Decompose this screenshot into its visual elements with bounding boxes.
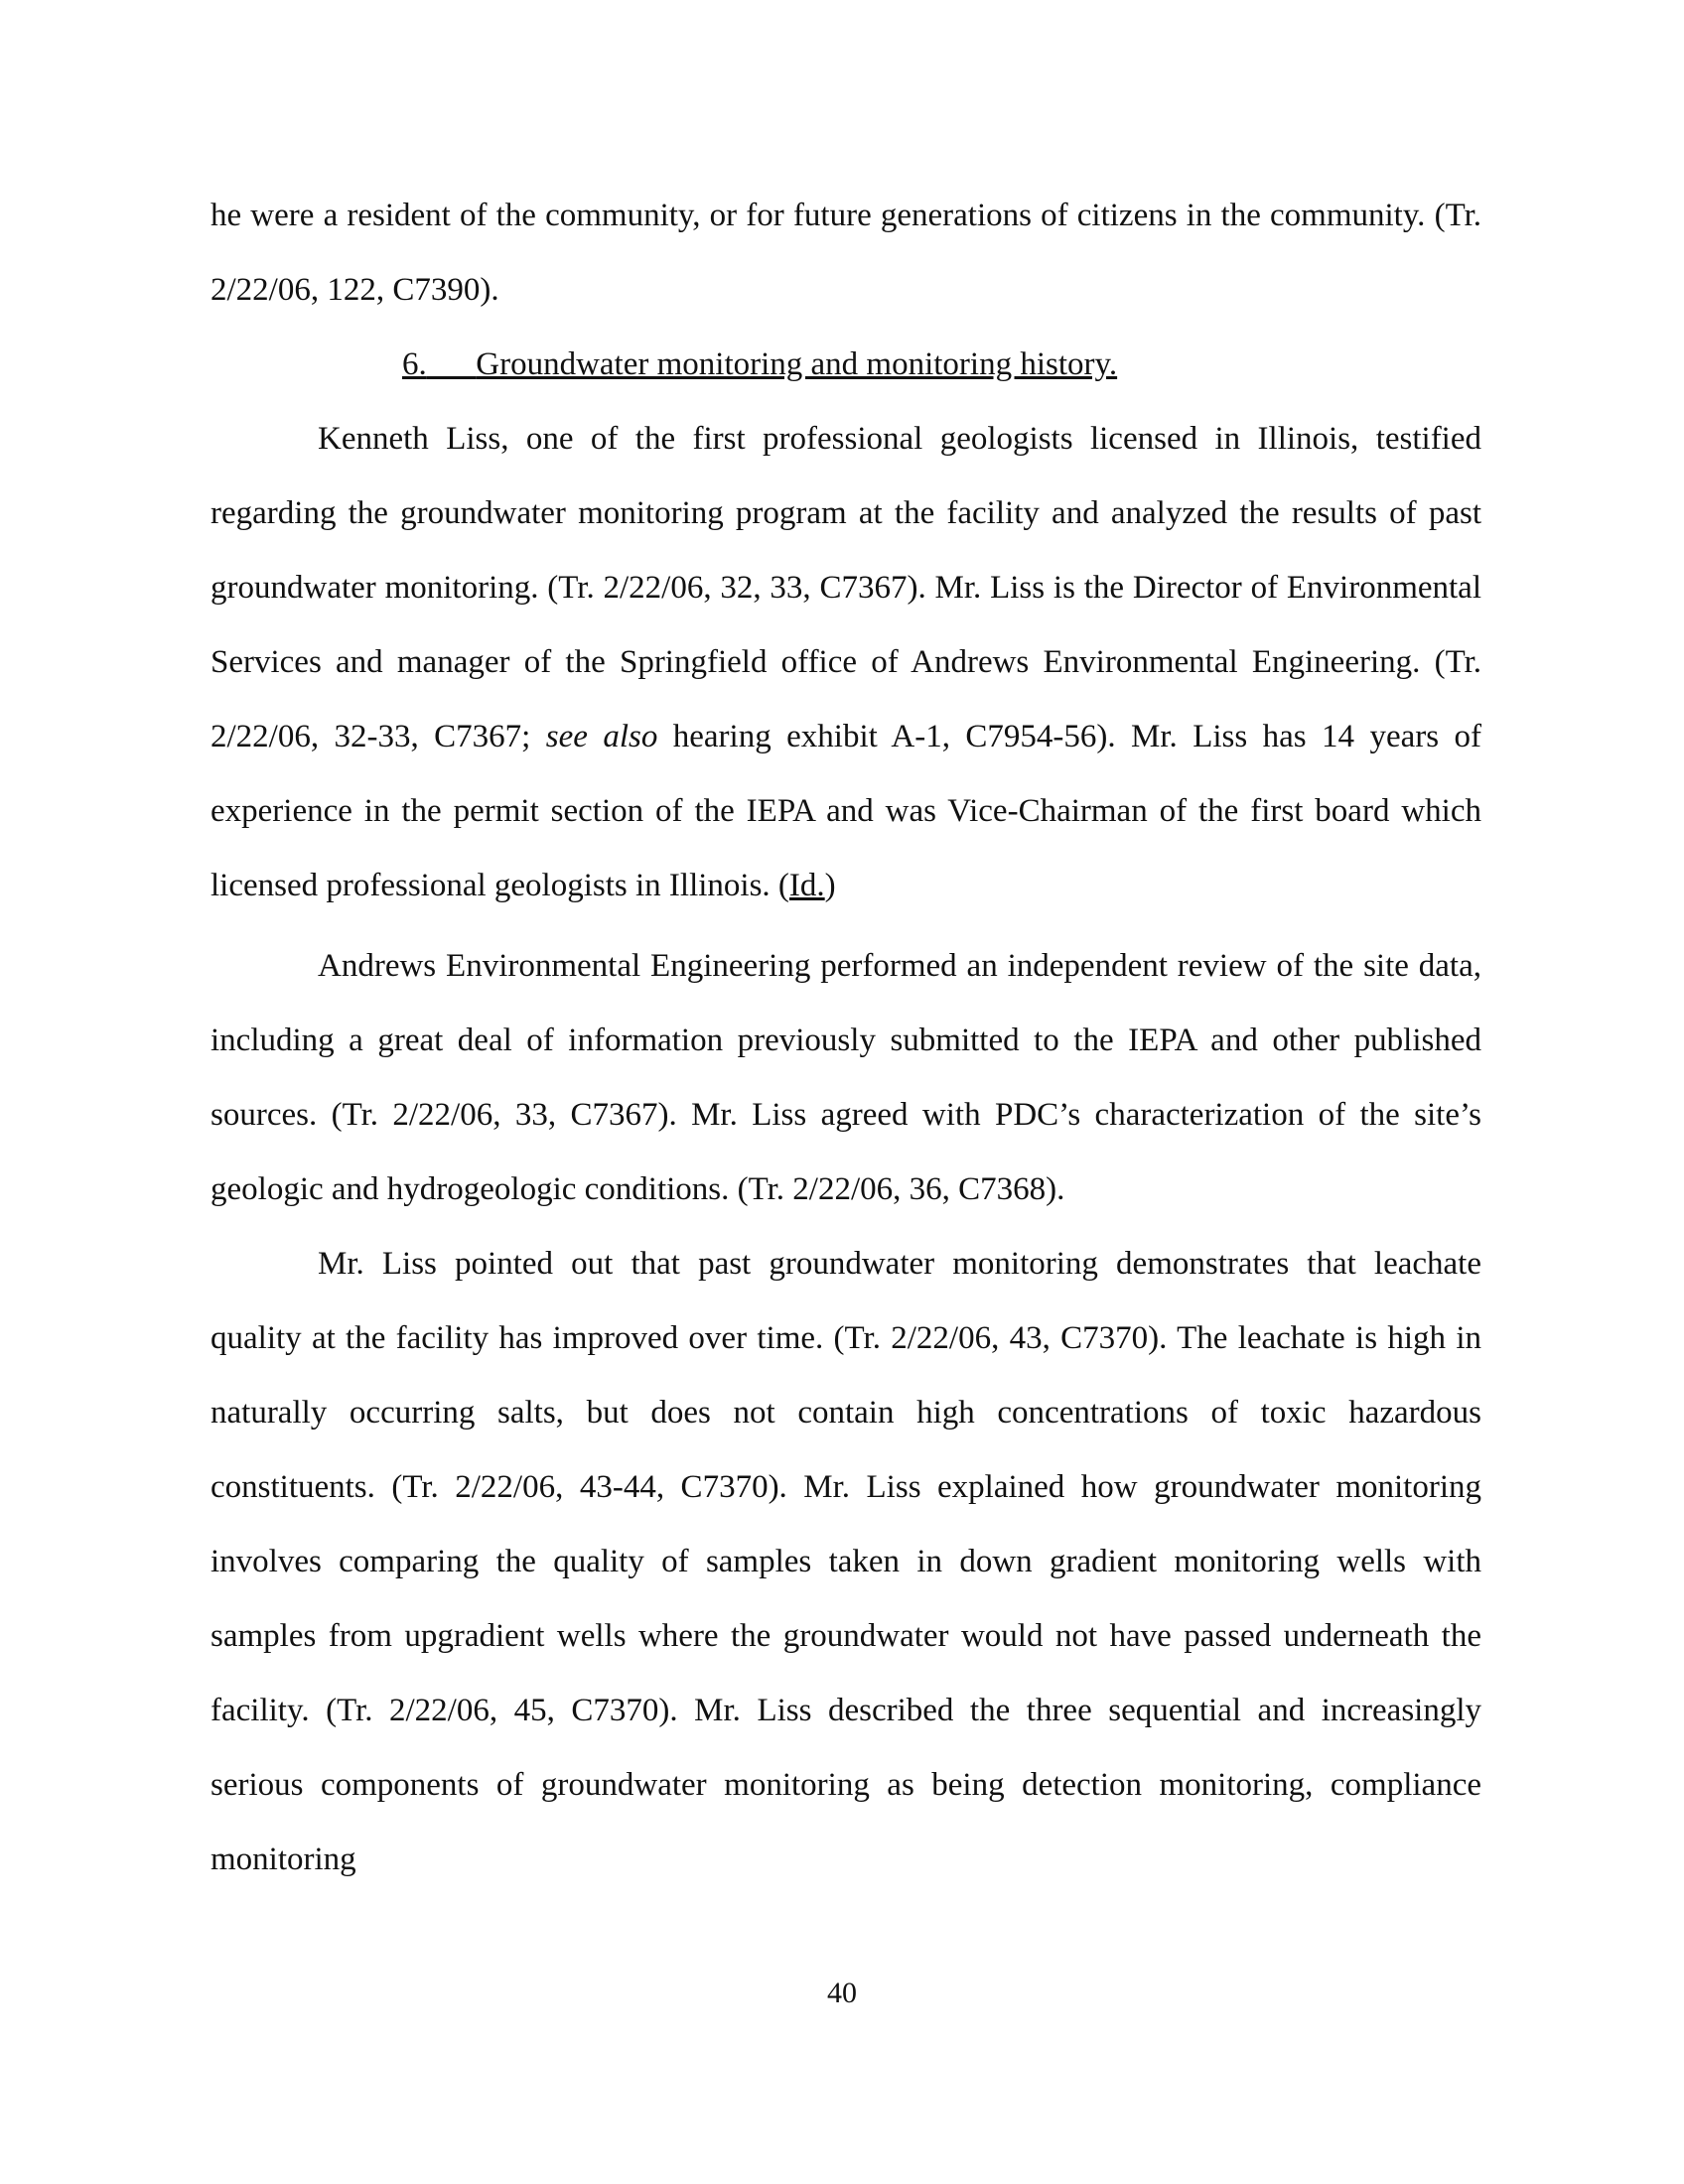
id-citation: Id. — [788, 868, 825, 903]
paragraph-text: ) — [824, 868, 836, 903]
section-heading — [402, 328, 1117, 402]
section-number: 6. — [402, 346, 427, 382]
see-also-signal: see also — [545, 719, 658, 754]
paragraph-andrews-review: Andrews Environmental Engineering performed an independent review of the site data, including a great deal of information previously submitted to the IEPA and other published sources. (Tr. 2/22/06, 33, C7367). Mr. Liss agreed with PDC’s characterization of the site’s geologic and hydrogeologic conditions. (Tr. 2/22/06, 36, C7368). — [210, 948, 1481, 1207]
paragraph-leachate-quality: Mr. Liss pointed out that past groundwater monitoring demonstrates that leachate quality at the facility has improved over time. (Tr. 2/22/06, 43, C7370). The leachate is high in naturally occurring salts, but does not contain high concentrations of toxic hazardous constituents. (Tr. 2/22/06, 43-44, C7370). Mr. Liss explained how groundwater monitoring involves comparing the quality of samples taken in down gradient monitoring wells with samples from upgradient wells where the groundwater would not have passed underneath the facility. (Tr. 2/22/06, 45, C7370). Mr. Liss described the three sequential and increasingly serious components of groundwater monitoring as being detection monitoring, compliance monitoring — [210, 1246, 1481, 1877]
page-number: 40 — [827, 1977, 857, 2009]
paragraph-text: hearing exhibit A-1, C7954-56). Mr. Liss has 14 years of experience in the permit section of the IEPA and was Vice-Chairman of the first board which licensed professional geologists in Illinois. ( — [210, 719, 1481, 903]
section-title: Groundwater monitoring and monitoring history. — [476, 346, 1118, 382]
paragraph-text: Kenneth Liss, one of the first professional geologists licensed in Illinois, testified regarding the groundwater monitoring program at the facility and analyzed the results of past groundwater monitoring. (Tr. 2/22/06, 32, 33, C7367). Mr. Liss is the Director of Environmental Services and manager of the Springfield office of Andrews Environmental Engineering. (Tr. 2/22/06, 32-33, C7367; — [210, 421, 1481, 754]
continuation-paragraph: he were a resident of the community, or for future generations of citizens in the community. (Tr. 2/22/06, 122, C7390). — [210, 198, 1481, 308]
paragraph-kenneth-liss — [210, 402, 1481, 923]
